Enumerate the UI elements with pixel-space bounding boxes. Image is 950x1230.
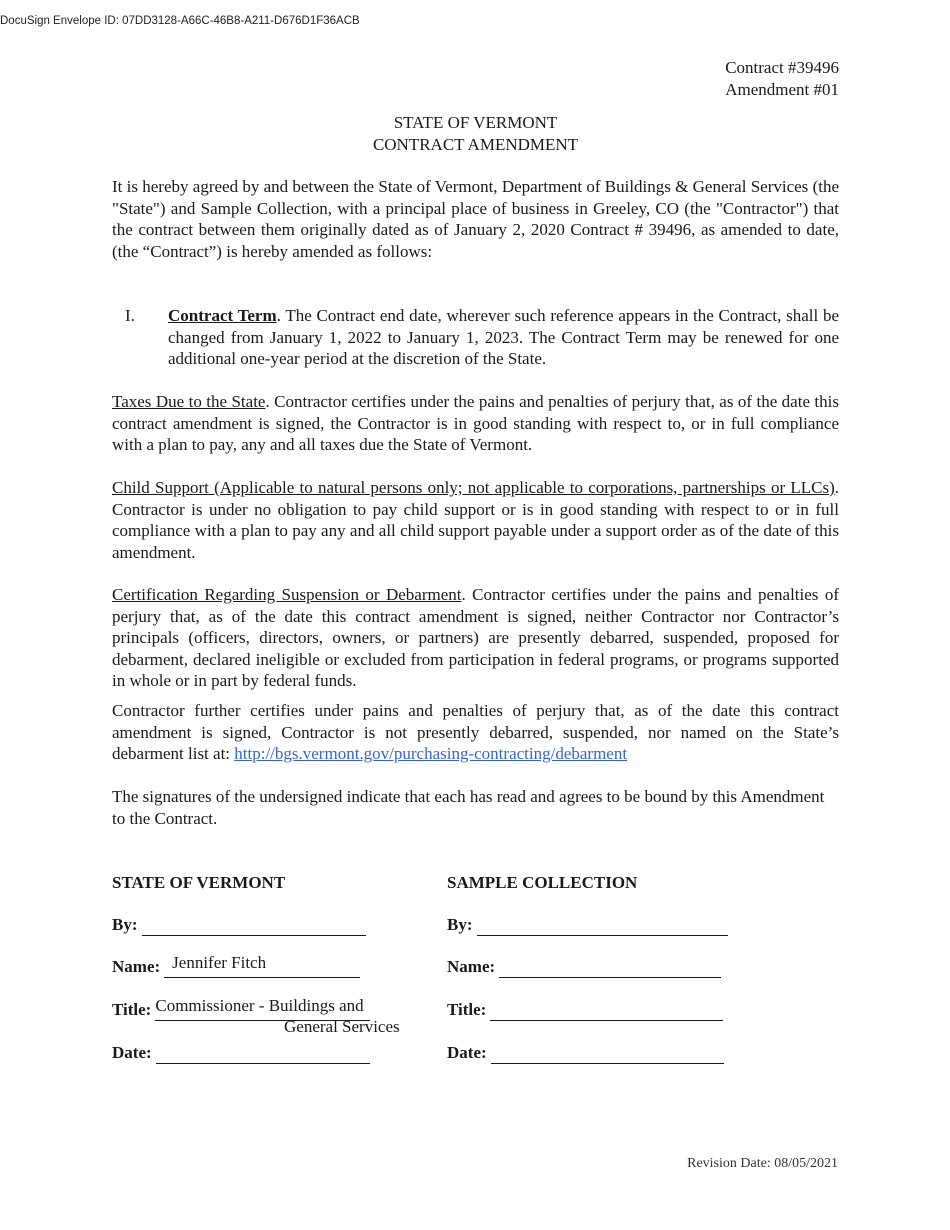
state-date-field[interactable] [156,1047,370,1064]
contractor-name-field[interactable] [499,961,721,978]
contractor-by-row [447,914,728,936]
taxes-title: Taxes Due to the State [112,392,266,411]
intro-paragraph: It is hereby agreed by and between the State of Vermont, Department of Buildings & General Services (the "State") and Sample Collection, with a principal place of business in Greeley, CO (the "Contractor") that the contract between them originally dated as of January 2, 2020 Contract # 39496, as amended to date, (the “Contract”) is hereby amended as follows: [112,177,839,261]
contractor-title-row [447,999,723,1021]
contractor-date-label: Date: [447,1043,487,1062]
contractor-name-label: Name: [447,957,496,976]
document-title [112,112,839,155]
contract-number: Contract #39496 [725,58,839,77]
section-paragraph [168,305,839,370]
state-date-row [112,1042,370,1064]
signatures-statement: The signatures of the undersigned indicate that each has read and agrees to be bound by this Amendment to the Contract. [112,787,825,828]
contractor-date-row [447,1042,724,1064]
contractor-date-field[interactable] [491,1047,724,1064]
state-title-value-1: Commissioner - Buildings and [155,996,364,1015]
state-title-label: Title: [112,1000,152,1019]
state-signature-heading: STATE OF VERMONT [112,873,286,892]
child-support-text: . Contractor is under no obligation to pay child support or is in good standing with respect to or in full compliance with a plan to pay any and all child support payable under a support order as of the date of this amendment. [112,478,839,562]
child-support-paragraph [112,477,839,563]
contractor-title-label: Title: [447,1000,487,1019]
title-line-1: STATE OF VERMONT [393,113,558,132]
contract-ids [725,57,839,100]
state-by-row [112,914,366,936]
child-support-title: Child Support (Applicable to natural persons only; not applicable to corporations, partnerships or LLCs) [112,478,835,497]
state-by-label: By: [112,915,138,934]
contractor-title-field[interactable] [490,1004,723,1021]
state-title-value-2: General Services [284,1017,400,1036]
amendment-number: Amendment #01 [725,79,839,99]
state-name-value: Jennifer Fitch [172,953,267,972]
certification-title: Certification Regarding Suspension or Debarment [112,585,462,604]
section-text: . The Contract end date, wherever such reference appears in the Contract, shall be changed from January 1, 2022 to January 1, 2023. The Contract Term may be renewed for one additional one-year period at the discretion of the State. [168,306,839,368]
state-name-label: Name: [112,957,161,976]
section-number: I. [125,306,135,325]
taxes-text: . Contractor certifies under the pains and penalties of perjury that, as of the date this contract amendment is signed, the Contractor is in good standing with respect to, or in full compliance with a plan to pay, any and all taxes due the State of Vermont. [112,392,839,454]
further-paragraph [112,700,839,765]
envelope-id: DocuSign Envelope ID: 07DD3128-A66C-46B8-A211-D676D1F36ACB [0,15,360,27]
state-by-signature-field[interactable] [142,919,366,936]
certification-paragraph [112,584,839,692]
debarment-link[interactable]: http://bgs.vermont.gov/purchasing-contracting/debarment [234,744,628,763]
section-title: Contract Term [168,306,277,325]
state-date-label: Date: [112,1043,152,1062]
further-text: Contractor further certifies under pains and penalties of perjury that, as of the date this contract amendment is signed, Contractor is not presently debarred, suspended, nor named on the State’s debarment list at: [112,701,839,763]
state-name-row [112,953,360,978]
contractor-name-row [447,956,721,978]
title-line-2: CONTRACT AMENDMENT [372,134,579,154]
certification-text: . Contractor certifies under the pains and penalties of perjury that, as of the date this contract amendment is signed, neither Contractor nor Contractor’s principals (officers, directors, owners, or partners) are presently debarred, suspended, proposed for debarment, declared ineligible or excluded from participation in federal programs, or programs supported in whole or in part by federal funds. [112,585,839,690]
contractor-by-label: By: [447,915,473,934]
state-name-field[interactable] [164,953,360,978]
taxes-paragraph [112,391,839,456]
contractor-signature-heading: SAMPLE COLLECTION [447,873,638,892]
contractor-by-signature-field[interactable] [477,919,728,936]
revision-date: Revision Date: 08/05/2021 [687,1156,838,1171]
